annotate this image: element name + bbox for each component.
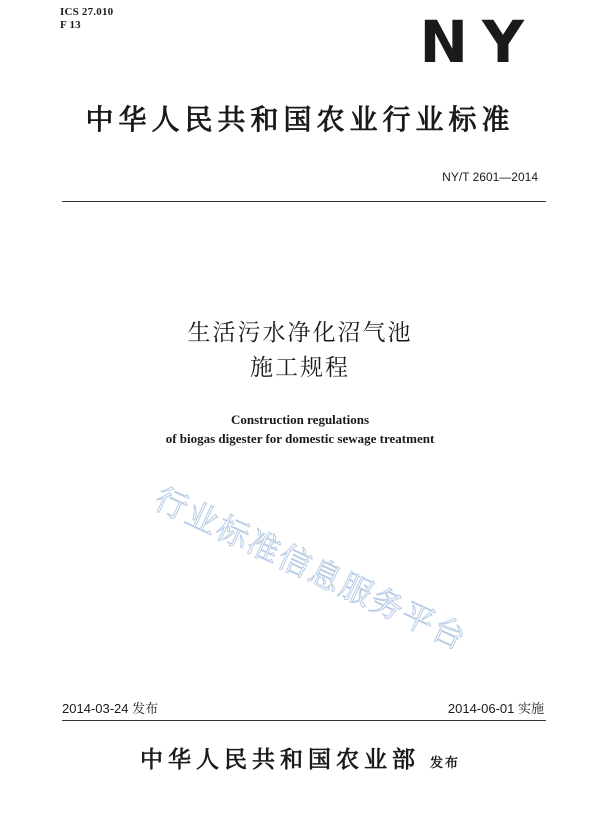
top-divider (62, 201, 546, 202)
issuer-verb: 发布 (429, 756, 460, 771)
implementation-date: 2014-06-01 实施 (447, 701, 544, 716)
bottom-divider (62, 720, 546, 721)
issuer-line (0, 745, 600, 779)
issuer-name: 中华人民共和国农业部 (139, 747, 420, 773)
ny-logo: NY (419, 8, 538, 76)
standard-number: NY/T 2601—2014 (442, 170, 538, 184)
english-title-line-1: Construction regulations (230, 412, 370, 427)
standard-category-title: 中华人民共和国农业行业标准 (85, 103, 515, 136)
issue-date: 2014-03-24 发布 (62, 701, 159, 716)
chinese-title-line-2: 施工规程 (250, 355, 350, 381)
ics-code: ICS 27.010 (60, 6, 114, 18)
watermark: 行业标准信息服务平台 (148, 479, 474, 658)
english-title-line-2: of biogas digester for domestic sewage treatment (165, 431, 435, 446)
chinese-title-line-1: 生活污水净化沼气池 (187, 320, 413, 346)
classification-code: F 13 (60, 19, 81, 31)
